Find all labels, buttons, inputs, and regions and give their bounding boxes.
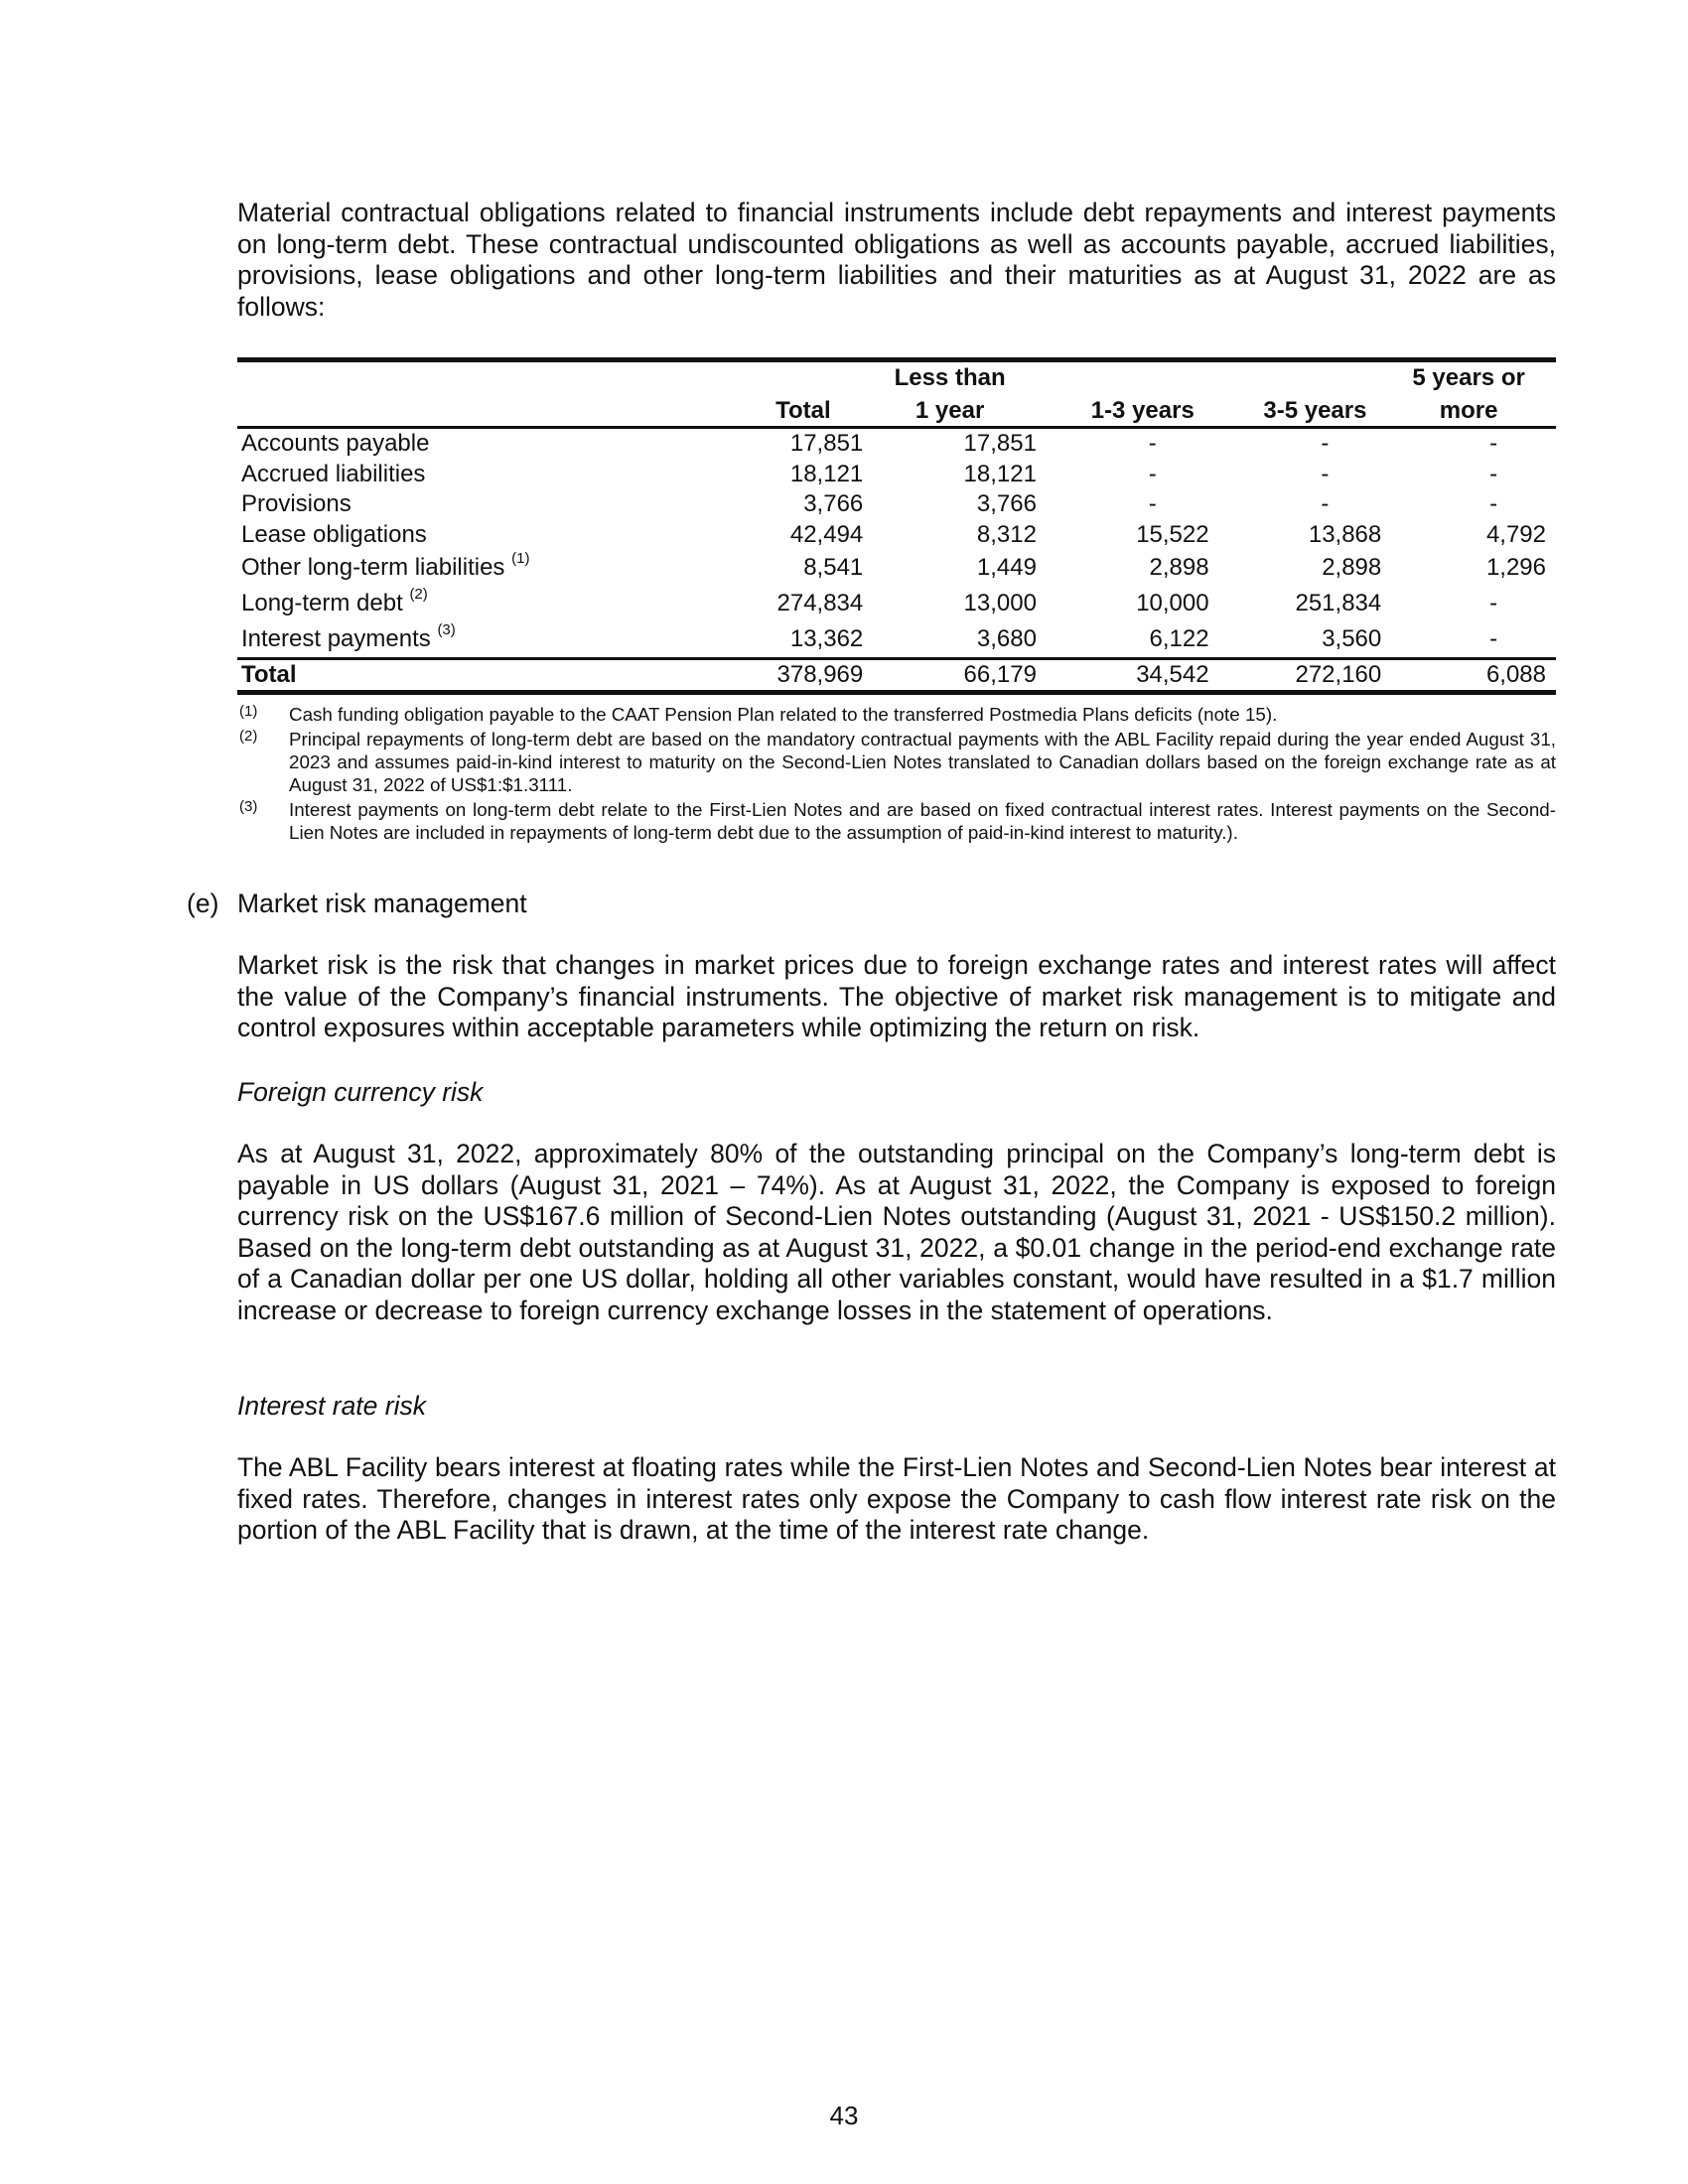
cell-5-plus: - <box>1489 590 1498 616</box>
row-label: Lease obligations <box>241 520 427 548</box>
foreign-currency-paragraph: As at August 31, 2022, approximately 80% of the outstanding principal on the Company’s long-term debt is payable in US dollars (August 31, 2021 – 74%). As at August 31, 2022, the Company is exposed to foreign currency risk on the US$167.6 million of Second-Lien Notes outstanding (August 31, 2021 - US$150.2 million). Based on the long-term debt outstanding as at August 31, 2022, a $0.01 change in the period-end exchange rate of a Canadian dollar per one US dollar, holding all other variables constant, would have resulted in a $1.7 million increase or decrease to foreign currency exchange losses in the statement of operations. <box>237 1139 1556 1325</box>
cell-5-plus: - <box>1489 490 1498 517</box>
cell-1-3: - <box>1148 460 1157 487</box>
cell-lt1: 1,449 <box>976 554 1037 581</box>
table-footnotes <box>237 703 1556 846</box>
cell-total: 18,121 <box>789 460 864 487</box>
section-e-title: Market risk management <box>237 888 527 918</box>
footnote-marker: (3) <box>239 798 258 815</box>
cell-lt1: 3,680 <box>976 625 1037 652</box>
cell-1-3: 2,898 <box>1149 554 1209 581</box>
footnote-marker: (1) <box>239 703 258 720</box>
header-3-5-years: 3-5 years <box>1209 393 1382 428</box>
market-risk-section <box>237 950 1556 1044</box>
header-empty <box>683 360 863 394</box>
header-total: Total <box>683 393 863 428</box>
table-row <box>237 428 1556 460</box>
row-label: Accrued liabilities <box>241 460 426 487</box>
cell-lt1: 3,766 <box>976 490 1037 517</box>
table-total-row <box>237 659 1556 693</box>
cell-1-3: 6,122 <box>1149 625 1209 652</box>
cell-5-plus: 4,792 <box>1485 520 1546 548</box>
footnote-ref: (1) <box>511 550 530 567</box>
row-label-text: Interest payments <box>241 625 431 652</box>
cell-5-plus: - <box>1489 460 1498 487</box>
cell-lt1: 8,312 <box>976 520 1037 548</box>
table-header-row-2 <box>237 393 1556 428</box>
cell-1-3: - <box>1148 490 1157 517</box>
header-empty <box>237 360 683 394</box>
row-label <box>237 550 683 586</box>
cell-1-3: - <box>1148 430 1157 457</box>
row-label: Accounts payable <box>241 430 430 457</box>
contractual-obligations-table <box>237 357 1556 695</box>
interest-rate-section <box>237 1452 1556 1547</box>
cell-total: 378,969 <box>683 659 863 693</box>
header-label-col <box>237 393 683 428</box>
interest-rate-paragraph: The ABL Facility bears interest at floating rates while the First-Lien Notes and Second-Lien Notes bear interest at fixed rates. Therefore, changes in interest rates only expose the Company to cash flow interest rate risk on the portion of the ABL Facility that is drawn, at the time of the interest rate change. <box>237 1452 1556 1545</box>
header-5-years-line2: more <box>1381 393 1556 428</box>
cell-lt1: 17,851 <box>963 430 1037 457</box>
header-5-years-line1: 5 years or <box>1381 360 1556 394</box>
cell-total: 13,362 <box>789 625 864 652</box>
header-empty <box>1209 360 1382 394</box>
cell-3-5: - <box>1321 490 1330 517</box>
row-label <box>237 621 683 659</box>
foreign-currency-risk-title: Foreign currency risk <box>237 1077 484 1107</box>
cell-1-3: 34,542 <box>1037 659 1209 693</box>
table-row <box>237 586 1556 621</box>
row-label: Provisions <box>241 490 352 517</box>
footnote-text: Interest payments on long-term debt relate to the First-Lien Notes and are based on fixed contractual interest rates. Interest payments on the Second-Lien Notes are included in repayments of long-term debt due to the assumption of paid-in-kind interest to maturity.). <box>289 799 1556 843</box>
cell-5-plus: - <box>1489 625 1498 652</box>
cell-total: 8,541 <box>803 554 864 581</box>
section-e-marker: (e) <box>187 888 219 918</box>
cell-3-5: - <box>1321 460 1330 487</box>
footnote-ref: (3) <box>437 621 456 638</box>
cell-lt1: 13,000 <box>963 590 1037 616</box>
cell-3-5: 272,160 <box>1209 659 1382 693</box>
cell-lt1: 66,179 <box>863 659 1037 693</box>
header-empty <box>1037 360 1209 394</box>
cell-3-5: 13,868 <box>1308 520 1382 548</box>
cell-total: 42,494 <box>789 520 864 548</box>
footnote <box>237 703 1556 726</box>
header-1-3-years: 1-3 years <box>1037 393 1209 428</box>
footnote <box>237 798 1556 844</box>
header-less-than-line1: Less than <box>863 360 1037 394</box>
cell-total: 274,834 <box>776 590 864 616</box>
header-less-than-line2: 1 year <box>863 393 1037 428</box>
cell-1-3: 10,000 <box>1136 590 1209 616</box>
footnote-marker: (2) <box>239 728 258 745</box>
intro-paragraph: Material contractual obligations related to financial instruments include debt repayments and interest payments on long-term debt. These contractual undiscounted obligations as well as accounts payable, accrued liabilities, provisions, lease obligations and other long-term liabilities and their maturities as at August 31, 2022 are as follows: <box>237 198 1556 322</box>
cell-3-5: 2,898 <box>1322 554 1382 581</box>
interest-rate-risk-title: Interest rate risk <box>237 1391 426 1421</box>
cell-3-5: 3,560 <box>1322 625 1382 652</box>
total-label: Total <box>237 659 683 693</box>
cell-3-5: - <box>1321 430 1330 457</box>
footnote-text: Cash funding obligation payable to the CAAT Pension Plan related to the transferred Postmedia Plans deficits (note 15). <box>289 704 1278 725</box>
table-row <box>237 550 1556 586</box>
market-risk-paragraph: Market risk is the risk that changes in market prices due to foreign exchange rates and interest rates will affect the value of the Company’s financial instruments. The objective of market risk management is to mitigate and control exposures within acceptable parameters while optimizing the return on risk. <box>237 950 1556 1042</box>
table-row <box>237 621 1556 659</box>
intro-section <box>237 198 1556 323</box>
footnote <box>237 728 1556 796</box>
cell-total: 17,851 <box>789 430 864 457</box>
row-label-text: Other long-term liabilities <box>241 554 505 581</box>
table-header-row-1 <box>237 360 1556 394</box>
footnote-text: Principal repayments of long-term debt are based on the mandatory contractual payments with the ABL Facility repaid during the year ended August 31, 2023 and assumes paid-in-kind interest to maturity on the Second-Lien Notes translated to Canadian dollars based on the foreign exchange rate as at August 31, 2022 of US$1:$1.3111. <box>289 729 1556 795</box>
cell-5-plus: 1,296 <box>1485 554 1546 581</box>
cell-3-5: 251,834 <box>1295 590 1382 616</box>
cell-5-plus: 6,088 <box>1381 659 1556 693</box>
table-row <box>237 489 1556 520</box>
table-row <box>237 460 1556 490</box>
cell-lt1: 18,121 <box>963 460 1037 487</box>
foreign-currency-section <box>237 1139 1556 1326</box>
page-number: 43 <box>829 2101 859 2130</box>
cell-5-plus: - <box>1489 430 1498 457</box>
table-row <box>237 520 1556 551</box>
row-label-text: Long-term debt <box>241 590 403 616</box>
cell-total: 3,766 <box>803 490 864 517</box>
footnote-ref: (2) <box>409 586 428 603</box>
row-label <box>237 586 683 621</box>
cell-1-3: 15,522 <box>1136 520 1209 548</box>
